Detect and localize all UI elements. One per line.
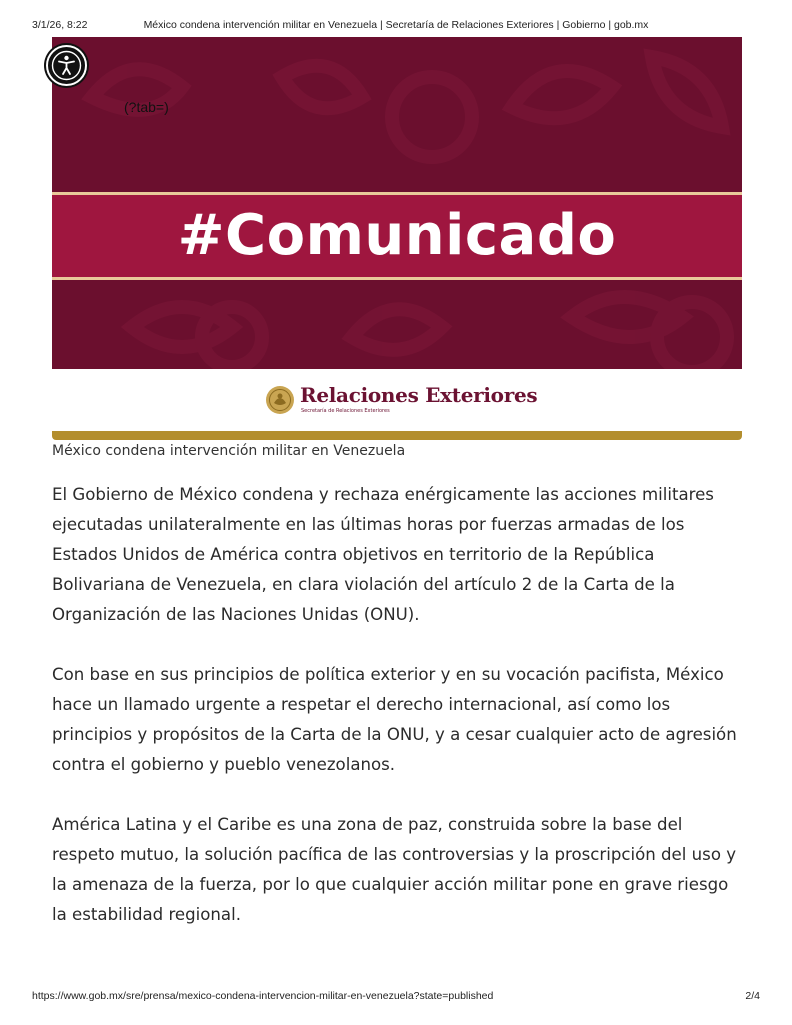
article-paragraph: América Latina y el Caribe es una zona de paz, construida sobre la base del respeto mutuo, la solución pacífica de las controversias y la proscripción del uso y la amenaza de la fuerza, por lo que cualquier acción militar pone en grave riesgo la estabilidad regional. [52,815,737,924]
accessibility-icon [51,50,82,81]
article-paragraph: El Gobierno de México condena y rechaza enérgicamente las acciones militares ejecutadas unilateralmente en las últimas horas por fuerzas armadas de los Estados Unidos de América contra objetivos en territorio de la República Bolivariana de Venezuela, en clara violación del artículo 2 de la Carta de la Organización de las Naciones Unidas (ONU). [52,485,714,624]
article-paragraph: Con base en sus principios de política exterior y en su vocación pacifista, México hace un llamado urgente a respetar el derecho internacional, así como los principios y propósitos de la Carta de la ONU, y a cesar cualquier acto de agresión contra el gobierno y pueblo venezolanos. [52,665,737,774]
article-body [52,480,742,960]
print-page-number: 2/4 [745,990,760,1002]
headline-band [52,192,742,280]
print-footer [0,990,792,1010]
accessibility-button[interactable] [46,45,87,86]
print-datetime: 3/1/26, 8:22 [32,19,88,31]
print-url: https://www.gob.mx/sre/prensa/mexico-condena-intervencion-militar-en-venezuela?state=published [32,990,494,1002]
print-header [0,0,792,40]
national-seal-icon [265,385,295,415]
logo-subtitle: Secretaría de Relaciones Exteriores [301,408,390,414]
gold-divider [52,431,742,440]
banner-headline: #Comunicado [177,203,617,268]
tab-query-text: (?tab=) [124,99,169,115]
image-caption: México condena intervención militar en Venezuela [52,443,406,459]
logo-name: Relaciones Exteriores [300,383,538,407]
comunicado-banner [52,37,742,369]
sre-logo [52,369,742,431]
print-page-title: México condena intervención militar en Venezuela | Secretaría de Relaciones Exteriores | Gobierno | gob.mx [143,19,649,31]
